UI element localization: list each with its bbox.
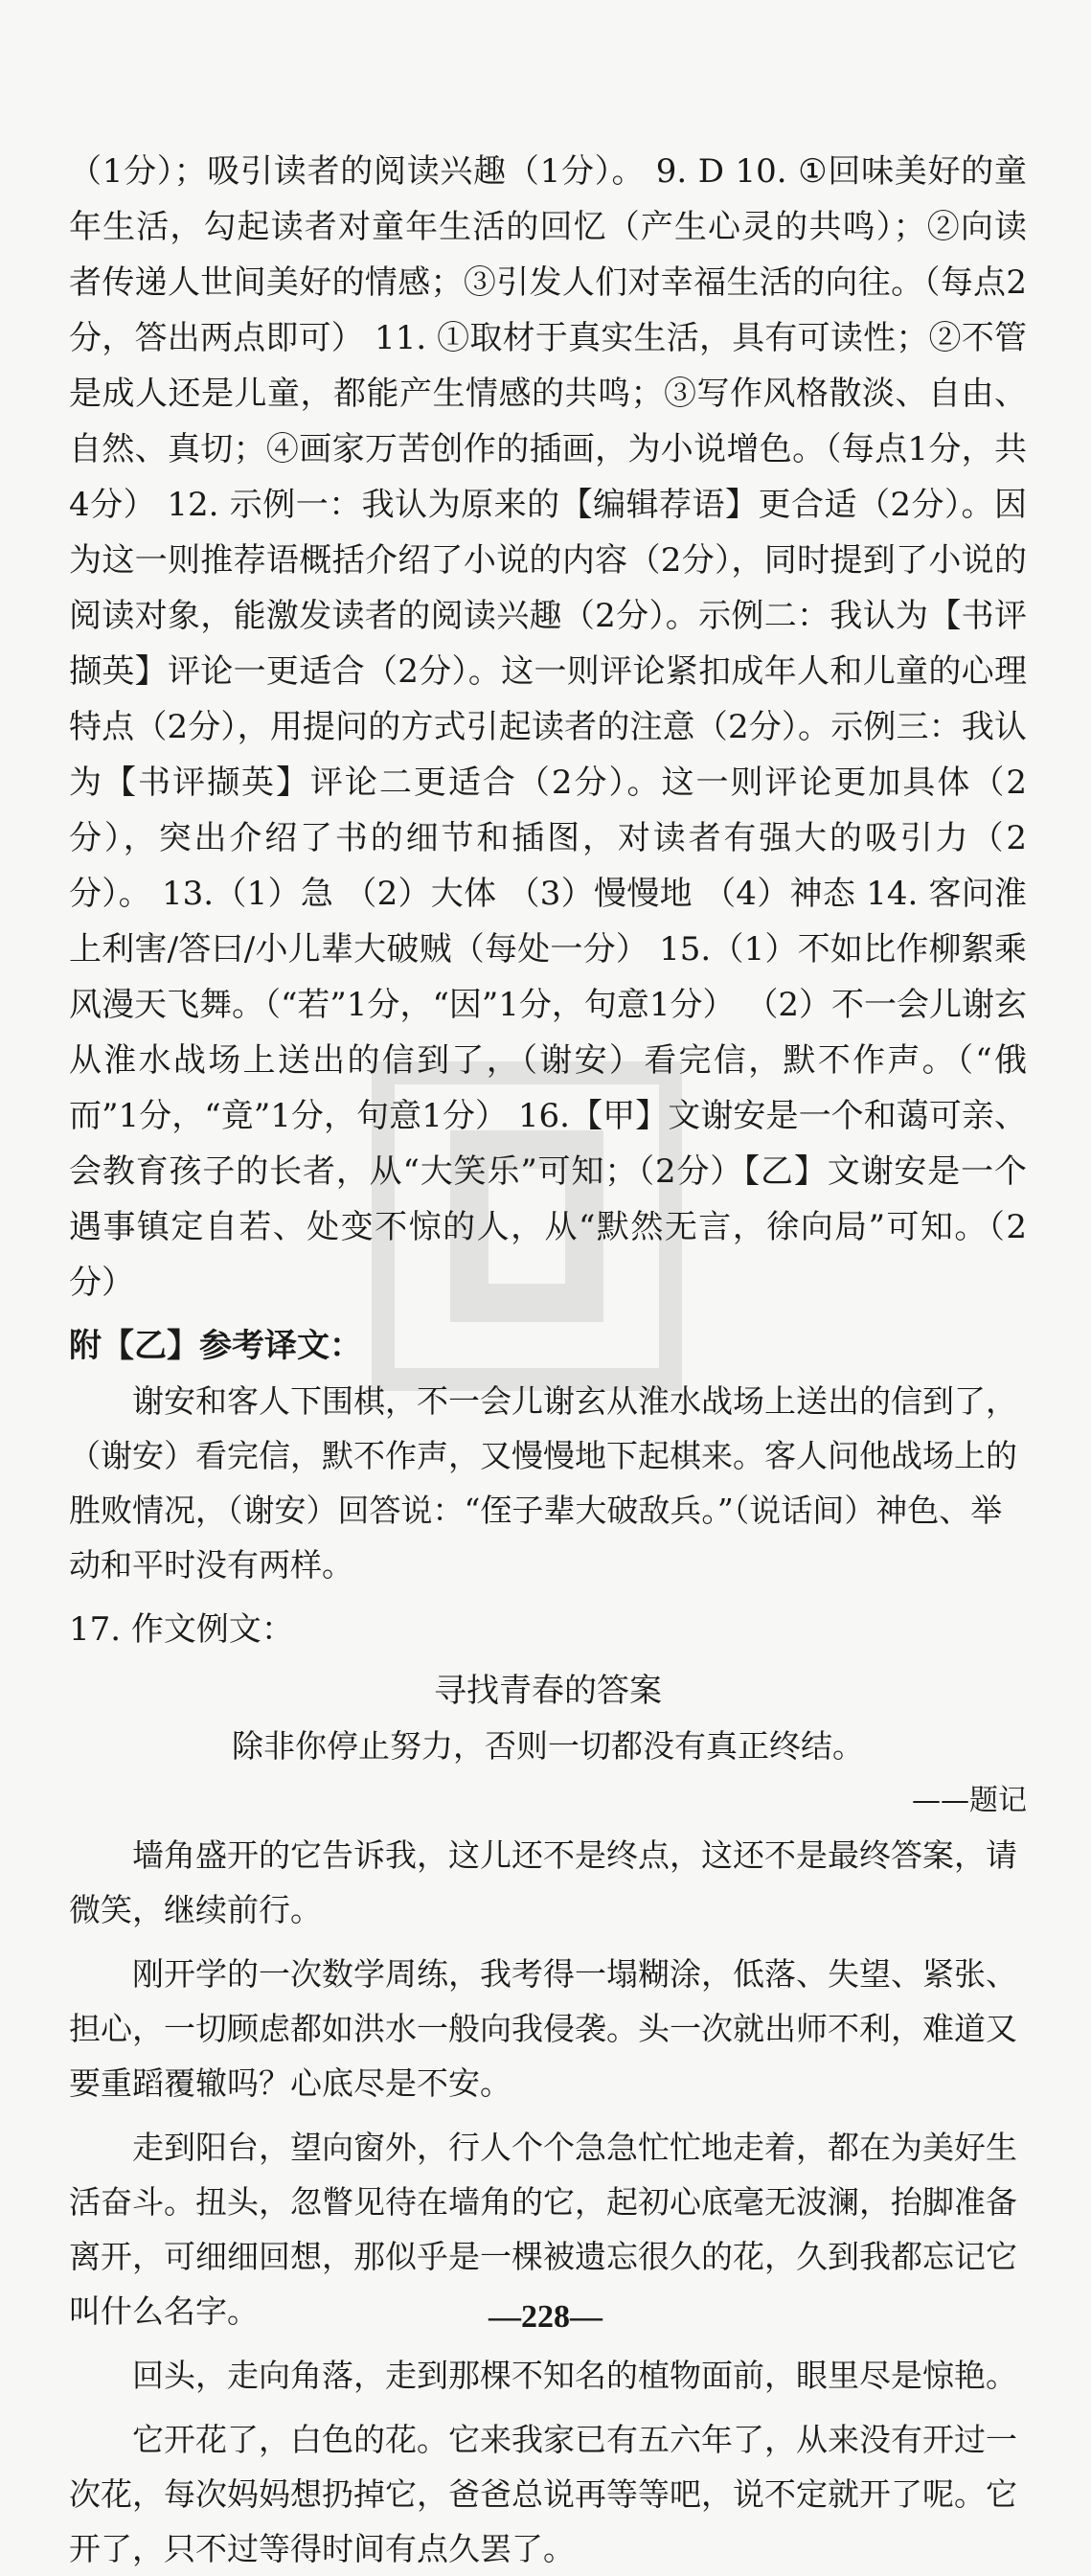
page-content	[69, 144, 1027, 2576]
answer-paragraph: （1分）；吸引读者的阅读兴趣（1分）。 9. D 10. ①回味美好的童年生活，勾起读者对童年生活的回忆（产生心灵的共鸣）；②向读者传递人世间美好的情感；③引发人们对幸福生活的向往。（每点2分，答出两点即可） 11. ①取材于真实生活，具有可读性；②不管是成人还是儿童，都能产生情感的共鸣；③写作风格散淡、自由、自然、真切；④画家万苦创作的插画，为小说增色。（每点1分，共4分） 12. 示例一：我认为原来的【编辑荐语】更合适（2分）。因为这一则推荐语概括介绍了小说的内容（2分），同时提到了小说的阅读对象，能激发读者的阅读兴趣（2分）。示例二：我认为【书评撷英】评论一更适合（2分）。这一则评论紧扣成年人和儿童的心理特点（2分），用提问的方式引起读者的注意（2分）。示例三：我认为【书评撷英】评论二更适合（2分）。这一则评论更加具体（2分），突出介绍了书的细节和插图，对读者有强大的吸引力（2分）。 13.（1）急 （2）大体 （3）慢慢地 （4）神态 14. 客问淮上利害/答曰/小儿辈大破贼（每处一分） 15.（1）不如比作柳絮乘风漫天飞舞。（“若”1分，“因”1分，句意1分） （2）不一会儿谢玄从淮水战场上送出的信到了，（谢安）看完信，默不作声。（“俄而”1分，“竟”1分，句意1分） 16.【甲】文谢安是一个和蔼可亲、会教育孩子的长者，从“大笑乐”可知；（2分）【乙】文谢安是一个遇事镇定自若、处变不惊的人，从“默然无言，徐向局”可知。（2分）	[69, 152, 1027, 1302]
epigraph-signature: ——题记	[912, 1784, 1027, 1817]
essay-body	[69, 1828, 1027, 2576]
page-number: —228—	[489, 2299, 602, 2335]
answer-key	[69, 144, 1027, 1311]
essay-paragraph: 走到阳台，望向窗外，行人个个急急忙忙地走着，都在为美好生活奋斗。扭头，忽瞥见待在墙角的它，起初心底毫无波澜，抬脚准备离开，可细细回想，那似乎是一棵被遗忘很久的花，久到我都忘记它叫什么名字。	[69, 2129, 1017, 2330]
essay-paragraph: 它开花了，白色的花。它来我家已有五六年了，从来没有开过一次花，每次妈妈想扔掉它，爸爸总说再等等吧，说不定就开了呢。它开了，只不过等得时间有点久罢了。	[69, 2421, 1017, 2567]
essay-epigraph: 除非你停止努力，否则一切都没有真正终结。	[232, 1727, 864, 1765]
essay-paragraph: 刚开学的一次数学周练，我考得一塌糊涂，低落、失望、紧张、担心，一切顾虑都如洪水一般向我侵袭。头一次就出师不利，难道又要重蹈覆辙吗？心底尽是不安。	[69, 1955, 1017, 2102]
essay-label: 17. 作文例文：	[69, 1610, 294, 1649]
translation-paragraph: 谢安和客人下围棋，不一会儿谢玄从淮水战场上送出的信到了，（谢安）看完信，默不作声，又慢慢地下起棋来。客人问他战场上的胜败情况，（谢安）回答说：“侄子辈大破敌兵。”（说话间）神色、举动和平时没有两样。	[69, 1382, 1017, 1584]
appendix-heading: 附【乙】参考译文：	[69, 1327, 362, 1365]
translation	[69, 1374, 1027, 1592]
essay-title: 寻找青春的答案	[434, 1672, 662, 1710]
essay-paragraph: 墙角盛开的它告诉我，这儿还不是终点，这还不是最终答案，请微笑，继续前行。	[69, 1836, 1017, 1928]
essay-paragraph: 回头，走向角落，走到那棵不知名的植物面前，眼里尽是惊艳。	[132, 2357, 1017, 2394]
